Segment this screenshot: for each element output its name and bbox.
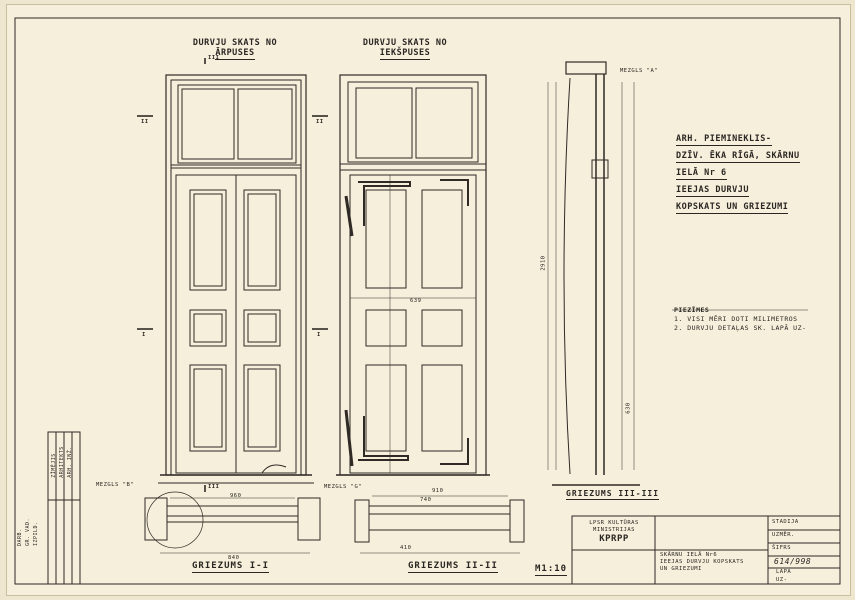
tb-code: 614/998 <box>774 557 812 566</box>
tb-stadija: STADIJA <box>772 519 799 525</box>
door-inside-view <box>336 75 490 475</box>
dim-639: 639 <box>410 298 422 304</box>
note-2: 2. DURVJU DETAĻAS SK. LAPĀ UZ- <box>674 324 807 332</box>
door-outside-view <box>158 75 314 483</box>
section-ii-drawing <box>355 496 524 553</box>
tb-uzmer: UZMĒR. <box>772 532 795 538</box>
note-1: 1. VISI MĒRI DOTI MILIMETROS <box>674 315 798 323</box>
tb-lapa-value: UZ- <box>776 577 788 583</box>
dim-840: 840 <box>228 555 240 561</box>
title-block-description: SKĀRNU IELĀ Nr6 IEEJAS DURVJU KOPSKATS UN GRIEZUMI <box>660 552 744 572</box>
node-g-label: MEZGLS "G" <box>324 484 363 490</box>
section-iii-drawing <box>548 62 640 485</box>
node-b-label: MEZGLS "B" <box>96 482 135 488</box>
notes-heading: PIEZĪMES <box>674 306 710 314</box>
section-i-drawing <box>145 492 320 553</box>
tb-sifrs: ŠIFRS <box>772 545 792 551</box>
side-stamp-text-2: ZĪMĒJIS ARHITEKTS ARH. INŽ. <box>50 446 73 478</box>
side-stamp-text: DARB. GR. VAD. IZPILD. <box>17 517 40 547</box>
project-description: ARH. PIEMINEKLIS- DZĪV. ĒKA RĪGĀ, SKĀRNU IELĀ Nr 6 IEEJAS DURVJU KOPSKATS UN GRIEZUMI <box>676 134 800 212</box>
dim-410: 410 <box>400 545 412 551</box>
notes <box>674 306 806 333</box>
section-mark-ii-right: II <box>316 119 324 125</box>
outside-view-title: DURVJU SKATS NO ĀRPUSES <box>192 38 278 58</box>
section-i-caption: GRIEZUMS I-I <box>192 561 270 571</box>
dim-960: 960 <box>230 493 242 499</box>
dim-2910: 2910 <box>540 255 547 271</box>
section-mark-ii-left: II <box>141 119 149 125</box>
section-ii-caption: GRIEZUMS II-II <box>408 561 498 571</box>
tb-lapa: LAPA <box>776 569 792 575</box>
dim-740: 740 <box>420 497 432 503</box>
node-a-label: MEZGLS "A" <box>620 68 659 74</box>
section-mark-i-left: I <box>142 332 146 338</box>
section-iii-caption: GRIEZUMS III-III <box>566 489 660 498</box>
dim-630: 630 <box>625 402 632 414</box>
dim-910: 910 <box>432 488 444 494</box>
section-mark-iii-top: III <box>208 55 220 61</box>
section-mark-i-right: I <box>317 332 321 338</box>
section-mark-iii-bottom: III <box>208 484 220 490</box>
scale-label: M1:10 <box>535 564 568 574</box>
title-block-org: LPSR KULTŪRAS MINISTRIJAS KPRPP <box>589 520 639 544</box>
inside-view-title: DURVJU SKATS NO IEKŠPUSES <box>362 38 448 58</box>
